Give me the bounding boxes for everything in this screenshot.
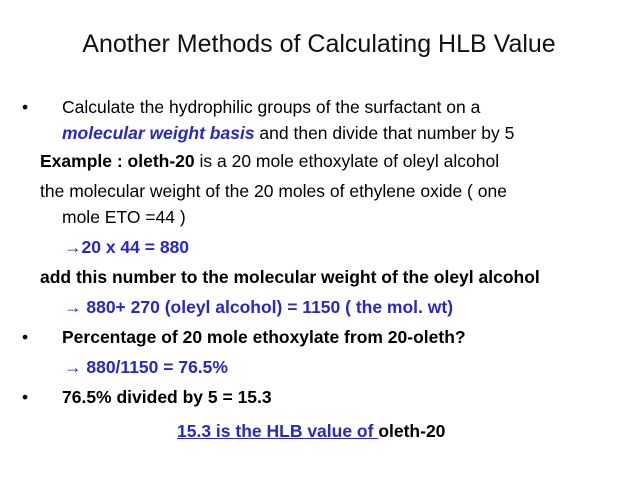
line-2 xyxy=(62,122,514,144)
line-12-rest: oleth-20 xyxy=(378,421,446,441)
hlb-value-link[interactable]: 15.3 is the HLB value of xyxy=(177,421,379,441)
arrow-icon: → xyxy=(64,237,82,257)
slide-title: Another Methods of Calculating HLB Value xyxy=(82,30,556,58)
bullet-1: • xyxy=(22,97,29,117)
line-5: mole ETO =44 ) xyxy=(62,207,186,227)
example-label: Example : oleth-20 xyxy=(40,151,195,171)
calc-1150: 880+ 270 (oleyl alcohol) = 1150 ( the mol. wt) xyxy=(81,297,454,317)
bullet-2: • xyxy=(22,327,29,347)
line-3 xyxy=(40,150,499,172)
line-11: 76.5% divided by 5 = 15.3 xyxy=(62,387,272,407)
line-1: Calculate the hydrophilic groups of the surfactant on a xyxy=(62,97,481,117)
line-2-rest: and then divide that number by 5 xyxy=(254,123,515,143)
line-7: add this number to the molecular weight of the oleyl alcohol xyxy=(40,267,540,287)
calc-20x44: 20 x 44 = 880 xyxy=(81,237,190,257)
calc-percentage: 880/1150 = 76.5% xyxy=(81,357,228,377)
molecular-weight-basis: molecular weight basis xyxy=(62,123,255,143)
line-3-rest: is a 20 mole ethoxylate of oleyl alcohol xyxy=(194,151,500,171)
line-10 xyxy=(64,356,228,378)
line-8 xyxy=(64,296,453,318)
arrow-icon: → xyxy=(64,357,82,377)
line-12 xyxy=(177,420,445,442)
line-9: Percentage of 20 mole ethoxylate from 20-oleth? xyxy=(62,327,466,347)
bullet-3: • xyxy=(22,387,29,407)
arrow-icon: → xyxy=(64,297,82,317)
line-4: the molecular weight of the 20 moles of ethylene oxide ( one xyxy=(40,181,507,201)
line-6 xyxy=(64,236,189,258)
